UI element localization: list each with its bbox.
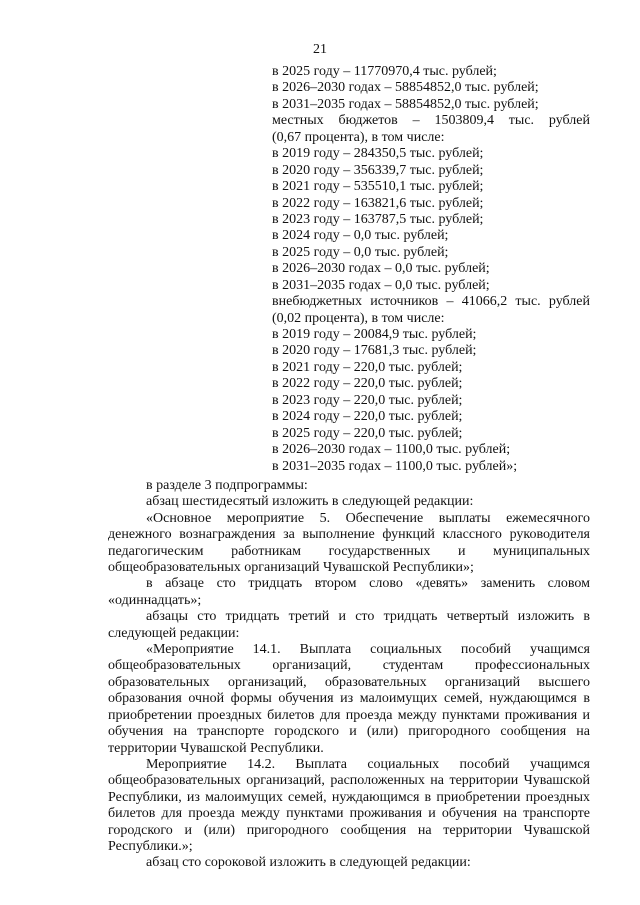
- finance-line: в 2025 году – 0,0 тыс. рублей;: [272, 244, 449, 260]
- finance-line: в 2026–2030 годах – 0,0 тыс. рублей;: [272, 261, 490, 277]
- extrabudgetary-heading: внебюджетных источников – 41066,2 тыс. рублей: [272, 294, 590, 310]
- paragraph: в разделе 3 подпрограммы:: [146, 478, 308, 493]
- paragraph: Мероприятие 14.2. Выплата социальных пособий учащимся общеобразовательных организаций, расположенных на территории Чувашской Республики, из малоимущих семей, нуждающимся в приобретении проездных билетов для проезда между пунктами проживания и обучения на транспорте городского и (или) пригородного сообщения на территории Чувашской Республики.»;: [108, 756, 590, 854]
- finance-line: в 2025 году – 11770970,4 тыс. рублей;: [272, 64, 497, 79]
- finance-line: в 2026–2030 годах – 1100,0 тыс. рублей;: [272, 442, 511, 458]
- local-budgets-heading: местных бюджетов – 1503809,4 тыс. рублей: [272, 113, 590, 129]
- finance-line: в 2026–2030 годах – 58854852,0 тыс. рублей;: [272, 80, 539, 96]
- extrabudgetary-percent: (0,02 процента), в том числе:: [272, 310, 445, 326]
- page-number: 21: [313, 42, 327, 57]
- finance-line: в 2020 году – 356339,7 тыс. рублей;: [272, 162, 484, 178]
- paragraph: абзацы сто тридцать третий и сто тридцать четвертый изложить в следующей редакции:: [108, 609, 590, 641]
- amendment-text: [108, 478, 590, 872]
- paragraph: абзац шестидесятый изложить в следующей редакции:: [146, 494, 474, 510]
- finance-line: в 2031–2035 годах – 58854852,0 тыс. рублей;: [272, 96, 539, 112]
- finance-line: в 2022 году – 220,0 тыс. рублей;: [272, 376, 463, 392]
- finance-line: в 2024 году – 220,0 тыс. рублей;: [272, 409, 463, 425]
- finance-line: в 2024 году – 0,0 тыс. рублей;: [272, 228, 449, 244]
- finance-line: в 2025 году – 220,0 тыс. рублей;: [272, 425, 463, 441]
- finance-line: в 2022 году – 163821,6 тыс. рублей;: [272, 195, 484, 211]
- local-budgets-percent: (0,67 процента), в том числе:: [272, 129, 445, 145]
- finance-line: в 2021 году – 535510,1 тыс. рублей;: [272, 179, 484, 195]
- paragraph: «Основное мероприятие 5. Обеспечение выплаты ежемесячного денежного вознаграждения за выполнение функций классного руководителя педагогическим работникам государственных и муниципальных общеобразовательных организаций Чувашской Республики»;: [108, 510, 590, 576]
- finance-line: в 2021 году – 220,0 тыс. рублей;: [272, 359, 463, 375]
- finance-line: в 2023 году – 220,0 тыс. рублей;: [272, 392, 463, 408]
- paragraph: абзац сто сороковой изложить в следующей редакции:: [146, 855, 471, 871]
- finance-line: в 2019 году – 284350,5 тыс. рублей;: [272, 146, 484, 162]
- finance-line: в 2020 году – 17681,3 тыс. рублей;: [272, 343, 477, 359]
- finance-line: в 2023 году – 163787,5 тыс. рублей;: [272, 211, 484, 227]
- paragraph: в абзаце сто тридцать втором слово «девять» заменить словом «одиннадцать»;: [108, 576, 590, 608]
- finance-line: в 2031–2035 годах – 0,0 тыс. рублей;: [272, 277, 490, 293]
- financing-list: [272, 64, 590, 475]
- paragraph: «Мероприятие 14.1. Выплата социальных пособий учащимся общеобразовательных организаций, студентам профессиональных образовательных организаций, образовательных организаций высшего образования очной формы обучения из малоимущих семей, нуждающимся в приобретении проездных билетов для проезда между пунктами проживания и обучения на транспорте городского и (или) пригородного сообщения на территории Чувашской Республики.: [108, 642, 590, 756]
- finance-line: в 2019 году – 20084,9 тыс. рублей;: [272, 327, 477, 342]
- finance-line: в 2031–2035 годах – 1100,0 тыс. рублей»;: [272, 458, 518, 474]
